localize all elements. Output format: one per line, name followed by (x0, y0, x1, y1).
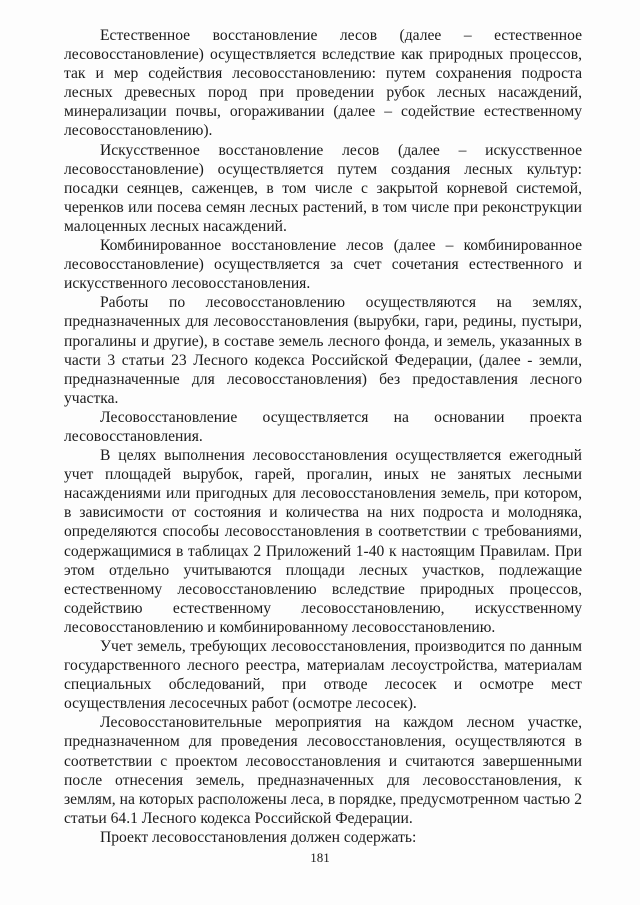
body-text (64, 26, 582, 847)
paragraph-reforestation-measures: Лесовосстановительные мероприятия на каждом лесном участке, предназначенном для проведения лесовосстановления, осуществляются в соответствии с проектом лесовосстановления и считаются завершенными после отнесения земель, предназначенных для лесовосстановления, к землям, на которых расположены леса, в порядке, предусмотренном частью 2 статьи 64.1 Лесного кодекса Российской Федерации. (64, 714, 582, 827)
page-number: 181 (310, 850, 330, 865)
paragraph-reforestation-project-basis: Лесовосстановление осуществляется на основании проекта лесовосстановления. (64, 408, 582, 445)
paragraph-project-contents: Проект лесовосстановления должен содержать: (100, 828, 417, 846)
paragraph-artificial-reforestation: Искусственное восстановление лесов (далее – искусственное лесовосстановление) осуществляется путем создания лесных культур: посадки сеянцев, саженцев, в том числе с закрытой корневой системой, черенков или посева семян лесных растений, в том числе при реконструкции малоценных лесных насаждений. (64, 141, 582, 235)
paragraph-natural-reforestation: Естественное восстановление лесов (далее – естественное лесовосстановление) осуществляется вследствие как природных процессов, так и мер содействия лесовосстановлению: путем сохранения подроста лесных древесных пород при проведении рубок лесных насаждений, минерализации почвы, огораживании (далее – содействие естественному лесовосстановлению). (64, 27, 582, 140)
paragraph-land-accounting-sources: Учет земель, требующих лесовосстановления, производится по данным государственного лесного реестра, материалам лесоустройства, материалам специальных обследований, при отводе лесосек и осмотре мест осуществления лесосечных работ (осмотре лесосек). (64, 638, 582, 713)
paragraph-combined-reforestation: Комбинированное восстановление лесов (далее – комбинированное лесовосстановление) осуществляется за счет сочетания естественного и искусственного лесовосстановления. (64, 237, 582, 293)
paragraph-reforestation-lands: Работы по лесовосстановлению осуществляются на землях, предназначенных для лесовосстановления (вырубки, гари, редины, пустыри, прогалины и другие), в составе земель лесного фонда, и земель, указанных в части 3 статьи 23 Лесного кодекса Российской Федерации, (далее - земли, предназначенные для лесовосстановления) без предоставления лесного участка. (64, 294, 582, 407)
paragraph-annual-accounting: В целях выполнения лесовосстановления осуществляется ежегодный учет площадей вырубок, гарей, прогалин, иных не занятых лесными насаждениями или пригодных для лесовосстановления земель, при котором, в зависимости от состояния и количества на них подроста и молодняка, определяются способы лесовосстановления в соответствии с требованиями, содержащимися в таблицах 2 Приложений 1-40 к настоящим Правилам. При этом отдельно учитываются площади лесных участков, подлежащие естественному лесовосстановлению вследствие природных процессов, содействию естественному лесовосстановлению, искусственному лесовосстановлению и комбинированному лесовосстановлению. (64, 447, 582, 636)
